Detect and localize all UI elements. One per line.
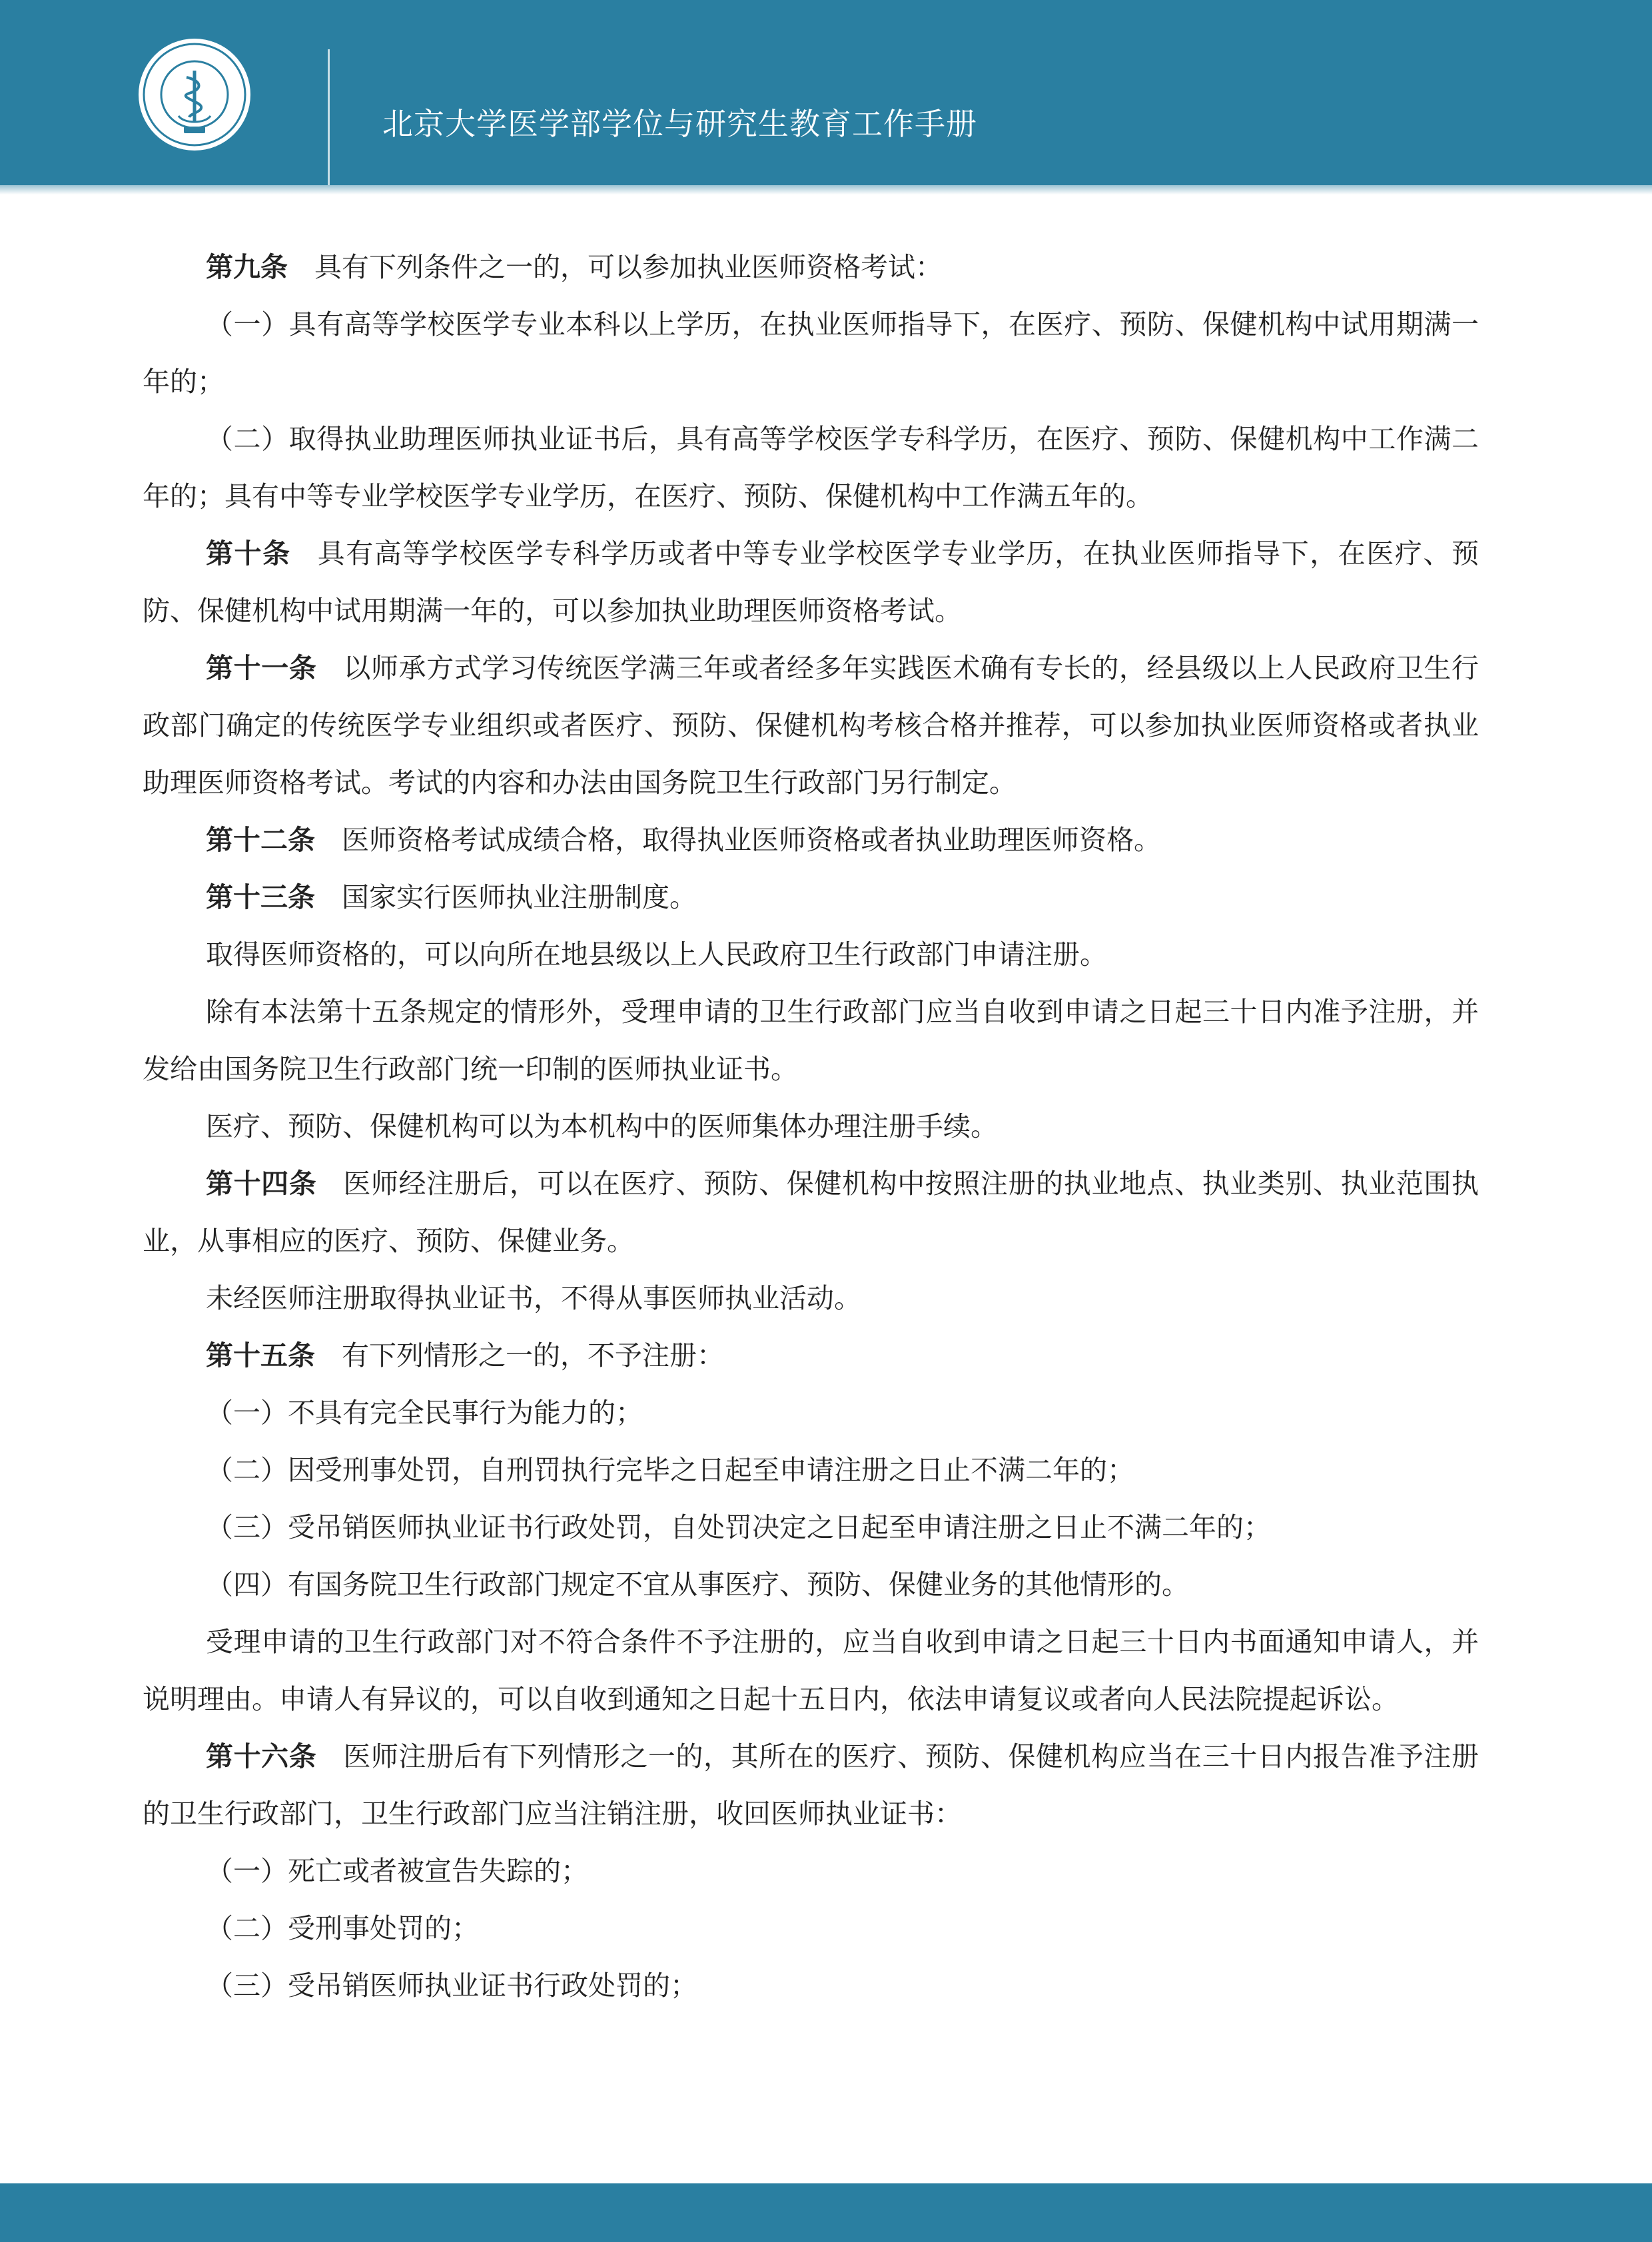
article-paragraph [143, 1327, 1479, 1384]
article-paragraph [143, 238, 1479, 296]
article-number: 第十三条 [206, 881, 315, 913]
paragraph-text: （一）死亡或者被宣告失踪的； [206, 1855, 588, 1887]
page-footer [0, 2183, 1652, 2242]
paragraph-text: 受理申请的卫生行政部门对不符合条件不予注册的，应当自收到申请之日起三十日内书面通知申请人，并说明理由。申请人有异议的，可以自收到通知之日起十五日内，依法申请复议或者向人民法院提起诉讼。 [143, 1626, 1479, 1715]
paragraph-text: 医师经注册后，可以在医疗、预防、保健机构中按照注册的执业地点、执业类别、执业范围执业，从事相应的医疗、预防、保健业务。 [143, 1168, 1479, 1257]
paragraph-text: （三）受吊销医师执业证书行政处罚的； [206, 1970, 697, 2002]
paragraph-text: 医师注册后有下列情形之一的，其所在的医疗、预防、保健机构应当在三十日内报告准予注册的卫生行政部门，卫生行政部门应当注销注册，收回医师执业证书： [143, 1740, 1479, 1830]
clause-paragraph [143, 1499, 1479, 1556]
clause-paragraph [143, 983, 1479, 1098]
paragraph-text: （二）因受刑事处罚，自刑罚执行完毕之日起至申请注册之日止不满二年的； [206, 1454, 1134, 1486]
paragraph-text: 取得医师资格的，可以向所在地县级以上人民政府卫生行政部门申请注册。 [206, 938, 1107, 970]
article-number: 第十五条 [206, 1339, 315, 1371]
article-paragraph [143, 1155, 1479, 1270]
article-number: 第九条 [206, 251, 288, 283]
paragraph-text: 国家实行医师执业注册制度。 [342, 881, 697, 913]
article-paragraph [143, 639, 1479, 811]
clause-paragraph [143, 1556, 1479, 1613]
article-paragraph [143, 869, 1479, 926]
paragraph-text: （一）具有高等学校医学专业本科以上学历，在执业医师指导下，在医疗、预防、保健机构中试用期满一年的； [143, 308, 1479, 398]
clause-paragraph [143, 1098, 1479, 1155]
clause-paragraph [143, 1441, 1479, 1499]
article-paragraph [143, 1728, 1479, 1842]
paragraph-text: （二）取得执业助理医师执业证书后，具有高等学校医学专科学历，在医疗、预防、保健机构中工作满二年的；具有中等专业学校医学专业学历，在医疗、预防、保健机构中工作满五年的。 [143, 423, 1479, 512]
paragraph-text: 具有下列条件之一的，可以参加执业医师资格考试： [314, 251, 943, 283]
clause-paragraph [143, 1957, 1479, 2014]
page-header [0, 0, 1652, 185]
paragraph-text: 以师承方式学习传统医学满三年或者经多年实践医术确有专长的，经县级以上人民政府卫生行政部门确定的传统医学专业组织或者医疗、预防、保健机构考核合格并推荐，可以参加执业医师资格或者执业助理医师资格考试。考试的内容和办法由国务院卫生行政部门另行制定。 [143, 652, 1479, 799]
clause-paragraph [143, 410, 1479, 525]
article-number: 第十条 [206, 538, 291, 569]
peking-university-health-science-center-seal-icon [136, 36, 253, 153]
paragraph-text: （二）受刑事处罚的； [206, 1912, 479, 1944]
header-divider [328, 49, 330, 185]
article-number: 第十二条 [206, 824, 315, 856]
clause-paragraph [143, 926, 1479, 983]
paragraph-text: 未经医师注册取得执业证书，不得从事医师执业活动。 [206, 1282, 861, 1314]
clause-paragraph [143, 296, 1479, 410]
clause-paragraph [143, 1900, 1479, 1957]
article-number: 第十一条 [206, 652, 317, 684]
paragraph-text: 除有本法第十五条规定的情形外，受理申请的卫生行政部门应当自收到申请之日起三十日内准予注册，并发给由国务院卫生行政部门统一印制的医师执业证书。 [143, 996, 1479, 1085]
paragraph-text: 有下列情形之一的，不予注册： [342, 1339, 724, 1371]
clause-paragraph [143, 1384, 1479, 1441]
document-body [143, 238, 1479, 2014]
paragraph-text: 医疗、预防、保健机构可以为本机构中的医师集体办理注册手续。 [206, 1110, 998, 1142]
paragraph-text: 具有高等学校医学专科学历或者中等专业学校医学专业学历，在执业医师指导下，在医疗、预防、保健机构中试用期满一年的，可以参加执业助理医师资格考试。 [143, 538, 1479, 627]
header-shadow [0, 185, 1652, 194]
clause-paragraph [143, 1270, 1479, 1327]
paragraph-text: （四）有国务院卫生行政部门规定不宜从事医疗、预防、保健业务的其他情形的。 [206, 1569, 1189, 1601]
article-number: 第十六条 [206, 1740, 317, 1772]
handbook-title: 北京大学医学部学位与研究生教育工作手册 [382, 106, 977, 142]
article-paragraph [143, 811, 1479, 869]
article-number: 第十四条 [206, 1168, 317, 1200]
paragraph-text: 医师资格考试成绩合格，取得执业医师资格或者执业助理医师资格。 [342, 824, 1161, 856]
article-paragraph [143, 525, 1479, 639]
clause-paragraph [143, 1842, 1479, 1900]
paragraph-text: （三）受吊销医师执业证书行政处罚，自处罚决定之日起至申请注册之日止不满二年的； [206, 1511, 1271, 1543]
paragraph-text: （一）不具有完全民事行为能力的； [206, 1397, 643, 1429]
clause-paragraph [143, 1613, 1479, 1728]
